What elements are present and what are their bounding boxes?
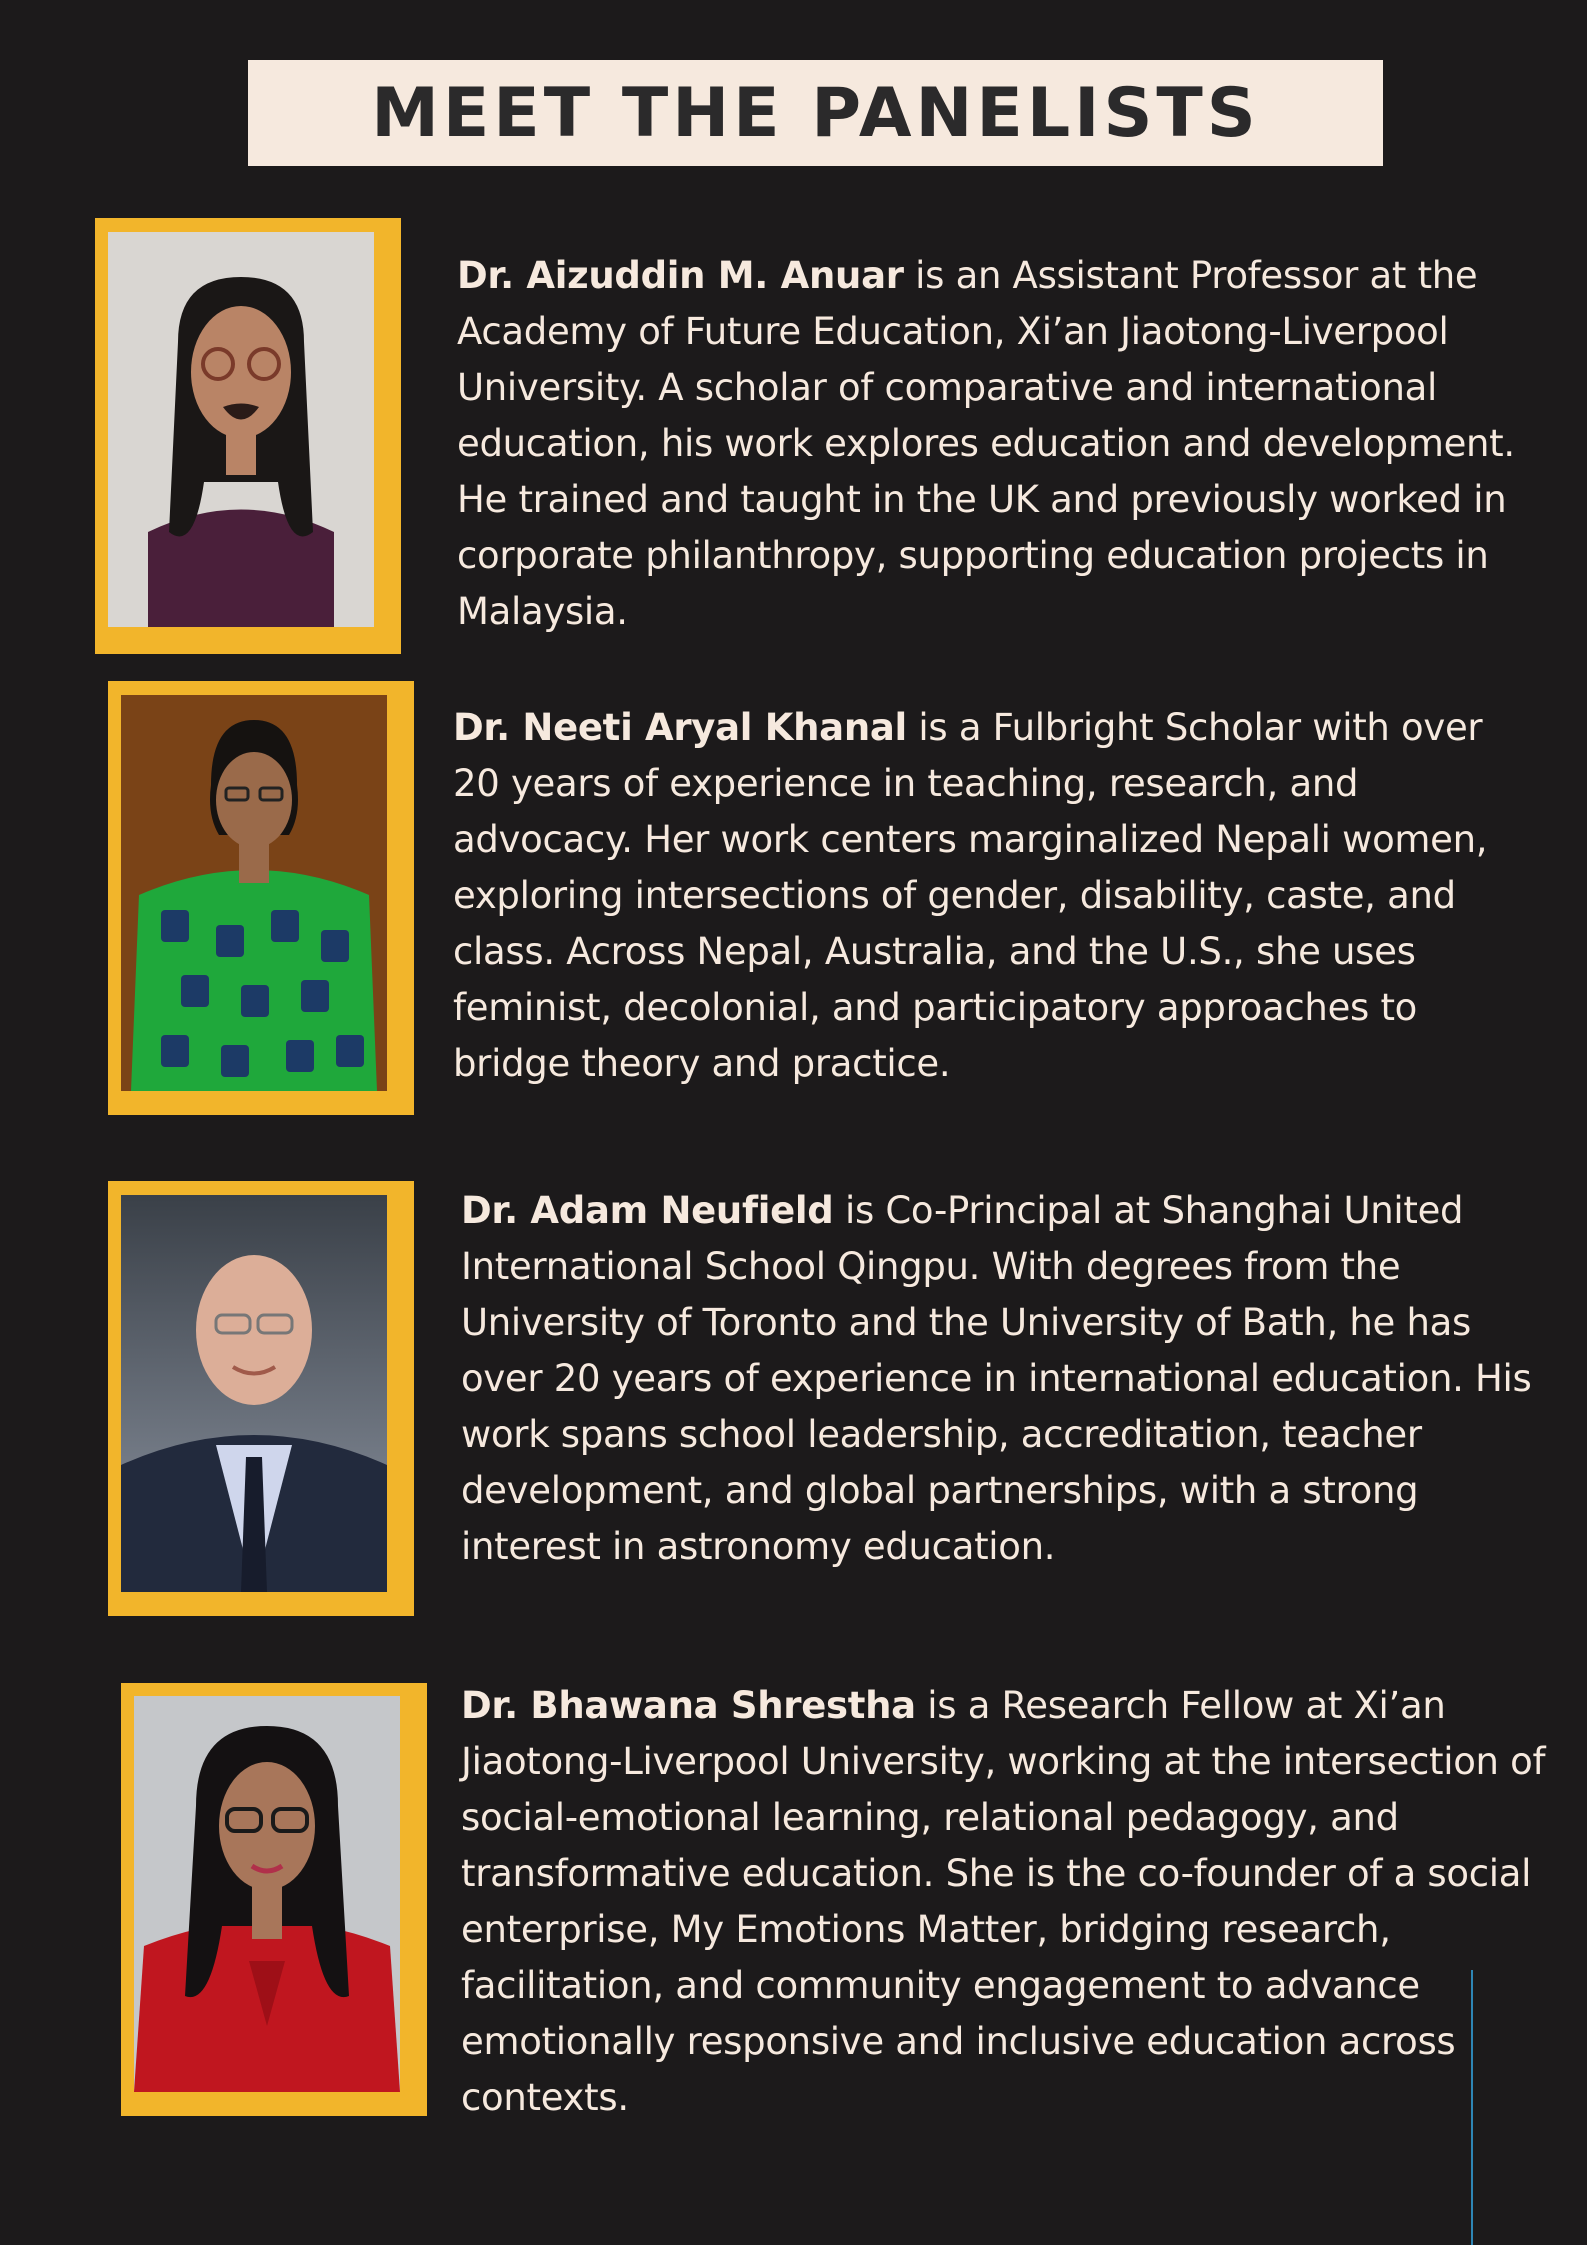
panelist-name: Dr. Adam Neufield: [461, 1189, 834, 1232]
panelist-bio: [453, 700, 1533, 1092]
page-title: MEET THE PANELISTS: [371, 73, 1260, 153]
title-banner: [248, 60, 1383, 166]
panelist-photo: [108, 232, 374, 627]
panelist-photo-frame: [108, 681, 414, 1115]
panelist-bio-text: is Co-Principal at Shanghai United International School Qingpu. With degrees from the University of Toronto and the University of Bath, he has over 20 years of experience in international education. His work spans school leadership, accreditation, teacher development, and global partnerships, with a strong interest in astronomy education.: [461, 1189, 1532, 1568]
panelist-bio: [457, 248, 1517, 640]
panelist-photo-frame: [121, 1683, 427, 2116]
panelist-bio: [461, 1183, 1546, 1575]
panelist-name: Dr. Neeti Aryal Khanal: [453, 706, 907, 749]
panelist-bio-text: is a Research Fellow at Xi’an Jiaotong-Liverpool University, working at the intersection of social-emotional learning, relational pedagogy, and transformative education. She is the co-founder of a social enterprise, My Emotions Matter, bridging research, facilitation, and community engagement to advance emotionally responsive and inclusive education across contexts.: [461, 1684, 1546, 2119]
panelist-name: Dr. Bhawana Shrestha: [461, 1684, 916, 1727]
panelist-photo: [121, 1195, 387, 1592]
panelist-photo: [121, 695, 387, 1091]
panelist-photo-frame: [95, 218, 401, 654]
panelist-photo: [134, 1696, 400, 2092]
panelist-photo-frame: [108, 1181, 414, 1616]
accent-line: [1471, 1970, 1473, 2245]
panelist-bio: [461, 1678, 1546, 2126]
panelist-name: Dr. Aizuddin M. Anuar: [457, 254, 904, 297]
panelist-bio-text: is a Fulbright Scholar with over 20 years of experience in teaching, research, and advocacy. Her work centers marginalized Nepali women, exploring intersections of gender, disability, caste, and class. Across Nepal, Australia, and the U.S., she uses feminist, decolonial, and participatory approaches to bridge theory and practice.: [453, 706, 1488, 1085]
panelist-bio-text: is an Assistant Professor at the Academy of Future Education, Xi’an Jiaotong-Liverpool University. A scholar of comparative and international education, his work explores education and development. He trained and taught in the UK and previously worked in corporate philanthropy, supporting education projects in Malaysia.: [457, 254, 1515, 633]
